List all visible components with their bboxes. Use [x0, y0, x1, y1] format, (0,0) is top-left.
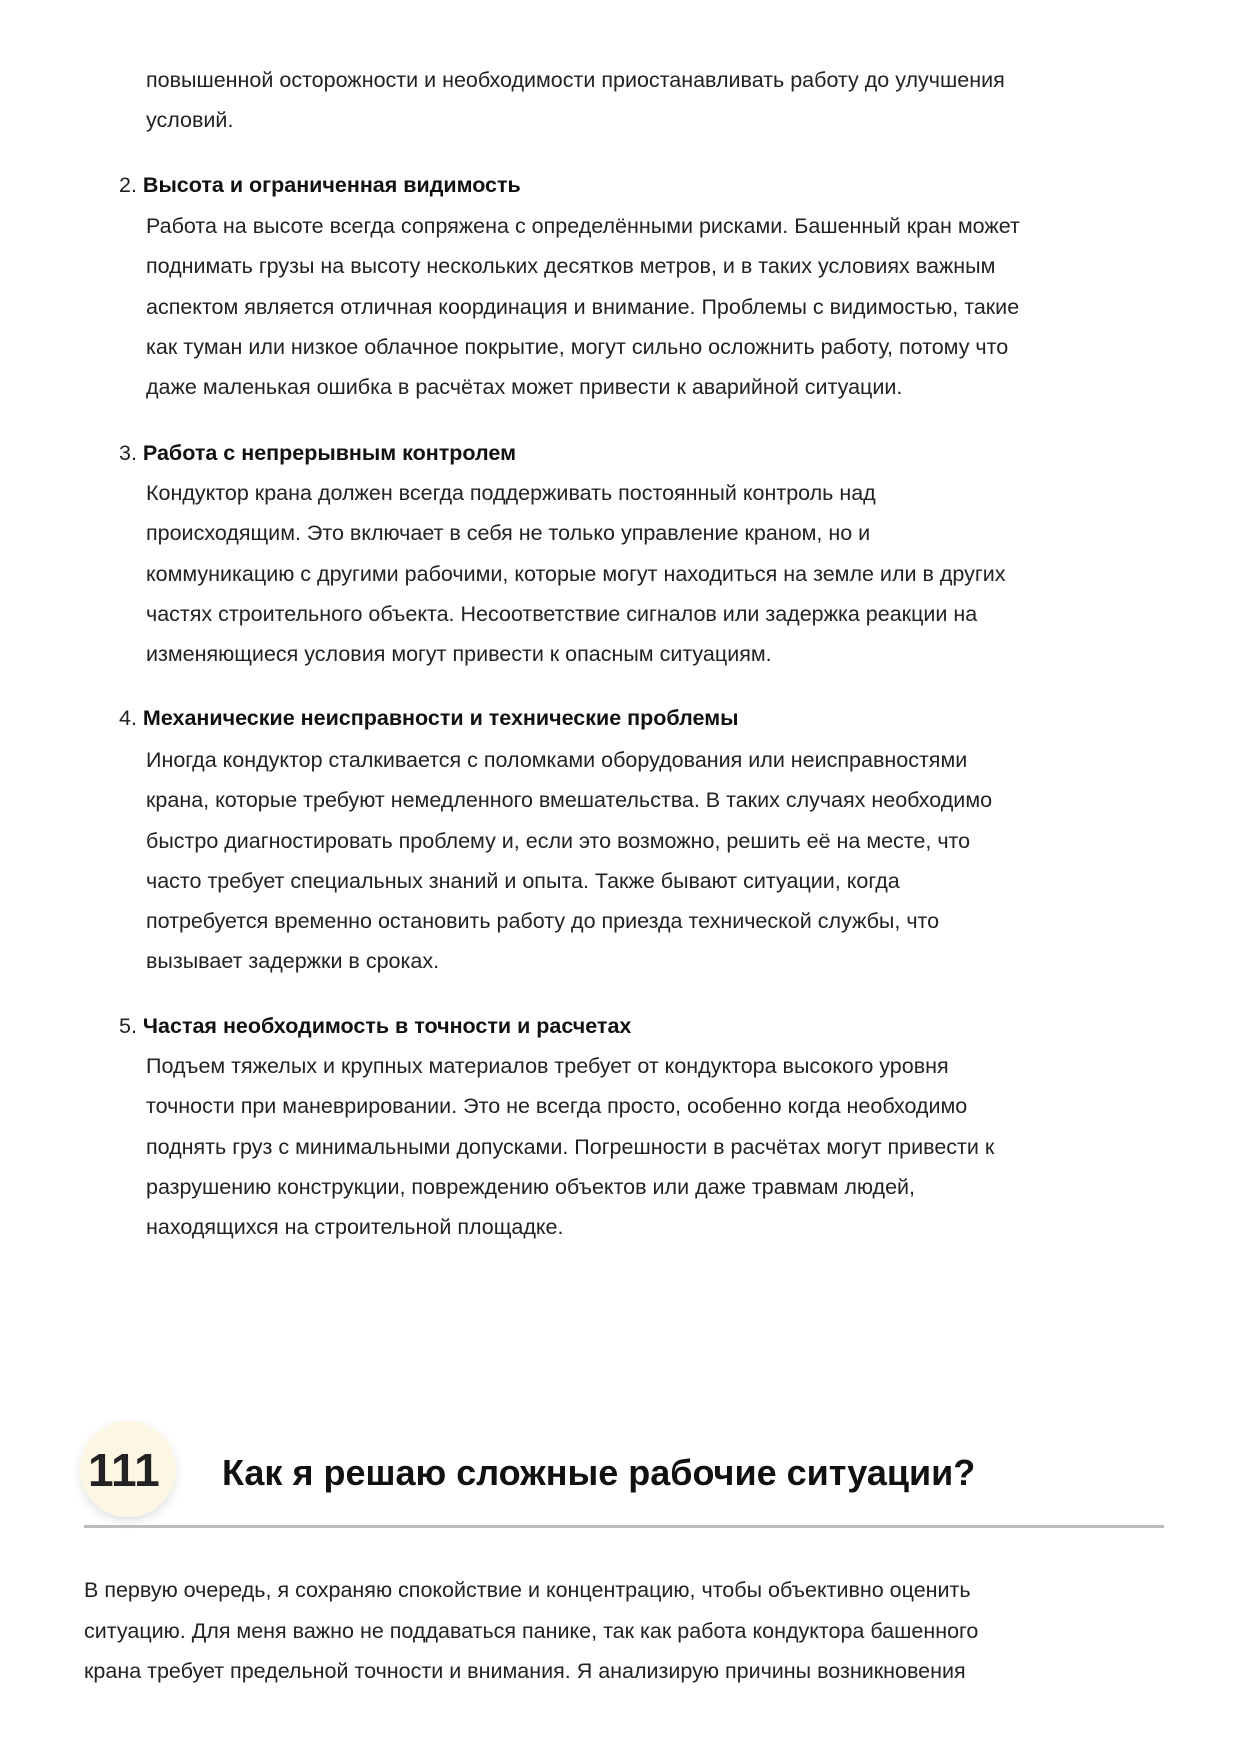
- list-item-heading: [119, 165, 521, 205]
- text-line: находящихся на строительной площадке.: [146, 1215, 564, 1240]
- section-divider: [84, 1525, 1164, 1528]
- text-line: вызывает задержки в сроках.: [146, 949, 440, 974]
- section-title: Как я решаю сложные рабочие ситуации?: [222, 1452, 976, 1493]
- list-item-body: [146, 740, 992, 982]
- text-line: часто требует специальных знаний и опыта. Также бывают ситуации, когда: [146, 868, 900, 893]
- text-line: крана требует предельной точности и внимания. Я анализирую причины возникновения: [84, 1659, 966, 1683]
- list-number: 2.: [119, 173, 137, 197]
- text-line: аспектом является отличная координация и внимание. Проблемы с видимостью, такие: [146, 294, 1020, 319]
- text-line: точности при маневрировании. Это не всегда просто, особенно когда необходимо: [146, 1094, 968, 1119]
- list-number: 5.: [119, 1014, 137, 1038]
- list-item-body: [146, 473, 1005, 674]
- text-line: частях строительного объекта. Несоответствие сигналов или задержка реакции на: [146, 601, 978, 626]
- text-line: как туман или низкое облачное покрытие, могут сильно осложнить работу, потому что: [146, 334, 1009, 359]
- text-line: поднять груз с минимальными допусками. Погрешности в расчётах могут привести к: [146, 1134, 995, 1159]
- text-line: ситуацию. Для меня важно не поддаваться панике, так как работа кондуктора башенного: [84, 1618, 979, 1643]
- section-paragraph: [84, 1570, 978, 1692]
- list-item-title: Частая необходимость в точности и расчетах: [142, 1014, 632, 1038]
- list-item-title: Работа с непрерывным контролем: [142, 441, 516, 465]
- text-line: крана, которые требуют немедленного вмешательства. В таких случаях необходимо: [146, 788, 993, 813]
- text-line: Работа на высоте всегда сопряжена с определёнными рисками. Башенный кран может: [146, 214, 1020, 238]
- list-item-title: Механические неисправности и технические проблемы: [142, 706, 739, 730]
- text-line: изменяющиеся условия могут привести к опасным ситуациям.: [146, 642, 772, 667]
- text-line: Иногда кондуктор сталкивается с поломками оборудования или неисправностями: [146, 748, 968, 772]
- list-item-body: [146, 1046, 994, 1247]
- text-line: потребуется временно остановить работу до приезда технической службы, что: [146, 909, 940, 934]
- text-line: происходящим. Это включает в себя не только управление краном, но и: [146, 521, 871, 546]
- text-line: коммуникацию с другими рабочими, которые могут находиться на земле или в других: [146, 561, 1006, 586]
- text-line: условий.: [146, 108, 234, 133]
- text-line: разрушению конструкции, повреждению объектов или даже травмам людей,: [146, 1174, 916, 1199]
- list-item-title: Высота и ограниченная видимость: [142, 173, 521, 197]
- text-line: поднимать грузы на высоту нескольких десятков метров, и в таких условиях важным: [146, 254, 996, 279]
- intro-paragraph: [146, 60, 1005, 141]
- text-line: Подъем тяжелых и крупных материалов требует от кондуктора высокого уровня: [146, 1054, 949, 1078]
- list-number: 3.: [119, 441, 137, 465]
- list-item-heading: [119, 433, 516, 473]
- list-number: 4.: [119, 706, 137, 730]
- text-line: даже маленькая ошибка в расчётах может привести к аварийной ситуации.: [146, 375, 903, 400]
- list-item-heading: [119, 698, 738, 738]
- list-item-heading: [119, 1006, 631, 1046]
- text-line: В первую очередь, я сохраняю спокойствие и концентрацию, чтобы объективно оценить: [84, 1578, 971, 1602]
- list-item-body: [146, 206, 1020, 407]
- text-line: повышенной осторожности и необходимости приостанавливать работу до улучшения: [146, 68, 1005, 92]
- text-line: быстро диагностировать проблему и, если это возможно, решить её на месте, что: [146, 828, 971, 853]
- text-line: Кондуктор крана должен всегда поддерживать постоянный контроль над: [146, 481, 876, 505]
- section-number: 111: [88, 1444, 160, 1496]
